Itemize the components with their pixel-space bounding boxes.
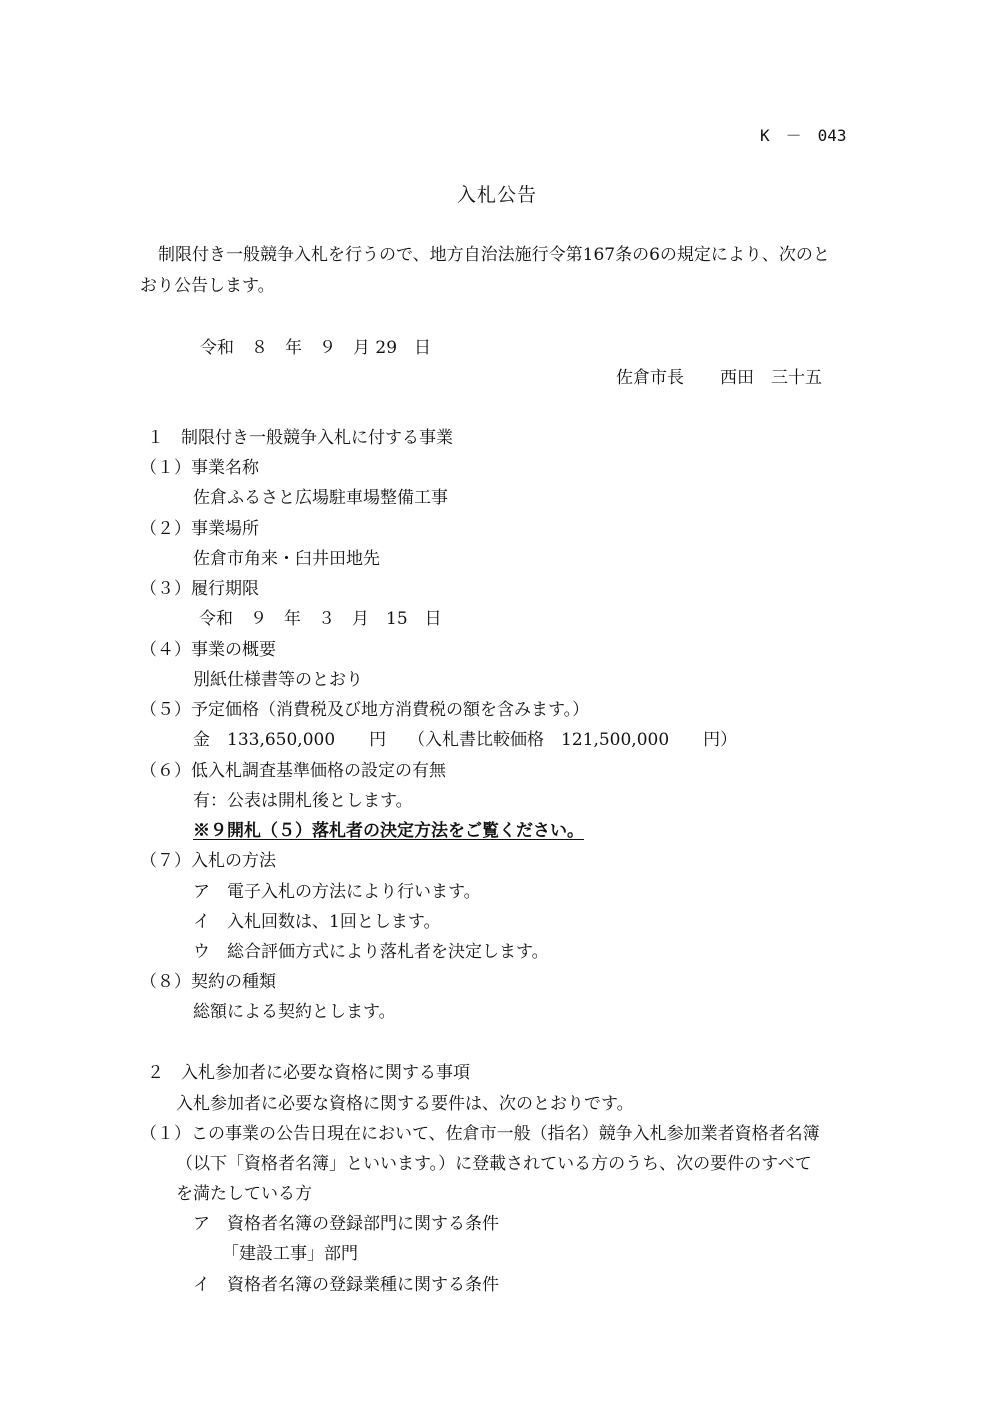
item-8-value: 総額による契約とします。 [193, 1002, 396, 1022]
section-2-sub-a-label: ア 資格者名簿の登録部門に関する条件 [193, 1214, 499, 1234]
section-2-lead: 入札参加者に必要な資格に関する要件は、次のとおりです。 [176, 1094, 634, 1114]
section-2-sub-b-label: イ 資格者名簿の登録業種に関する条件 [193, 1275, 499, 1295]
item-5-label: （５）予定価格（消費税及び地方消費税の額を含みます。） [140, 700, 590, 720]
item-6-label: （６）低入札調査基準価格の設定の有無 [140, 761, 446, 781]
page-title: 入札公告 [457, 184, 538, 206]
issuer [616, 367, 822, 389]
section-2-heading: ２ 入札参加者に必要な資格に関する事項 [147, 1063, 470, 1083]
intro-line-1: 制限付き一般競争入札を行うので、地方自治法施行令第167条の6の規定により、次のと [158, 245, 830, 265]
item-3-label: （３）履行期限 [140, 579, 259, 599]
item-4-value: 別紙仕様書等のとおり [193, 670, 363, 690]
issuer-name: 西田 三十五 [720, 368, 822, 388]
item-1-value: 佐倉ふるさと広場駐車場整備工事 [193, 488, 448, 508]
item-4-label: （４）事業の概要 [140, 640, 276, 660]
item-7-label: （７）入札の方法 [140, 851, 276, 871]
item-2-label: （２）事業場所 [140, 519, 259, 539]
issuer-title: 佐倉市長 [616, 368, 684, 388]
section-2-sub-a-value: 「建設工事」部門 [222, 1244, 358, 1264]
item-8-label: （８）契約の種類 [140, 972, 276, 992]
item-7-sub-a: ア 電子入札の方法により行います。 [193, 882, 481, 902]
section-2-item-1-line-3: を満たしている方 [176, 1184, 312, 1204]
item-3-value: 令和 ９ 年 ３ 月 15 日 [199, 609, 442, 629]
intro-line-2: おり公告します。 [140, 276, 275, 296]
section-1-heading: １ 制限付き一般競争入札に付する事業 [147, 428, 453, 448]
section-2-item-1-line-1: （１）この事業の公告日現在において、佐倉市一般（指名）競争入札参加業者資格者名簿 [140, 1124, 820, 1144]
item-5-compare-price: （入札書比較価格 121,500,000 円） [408, 730, 738, 750]
item-7-sub-c: ウ 総合評価方式により落札者を決定します。 [193, 942, 549, 962]
item-7-sub-b: イ 入札回数は、1回とします。 [193, 912, 441, 932]
section-2-item-1-line-2: （以下「資格者名簿」といいます。）に登載されている方のうち、次の要件のすべて [176, 1154, 812, 1174]
item-1-label: （１）事業名称 [140, 458, 259, 478]
item-5-amount: 金 133,650,000 円 [193, 730, 387, 750]
item-6-value: 有：公表は開札後とします。 [193, 791, 413, 811]
item-2-value: 佐倉市角来・臼井田地先 [193, 549, 380, 569]
issue-date: 令和 ８ 年 ９ 月 29 日 [200, 338, 432, 358]
item-6-note: ※９開札（５）落札者の決定方法をご覧ください。 [193, 821, 584, 841]
document-number: K － 043 [760, 126, 847, 145]
